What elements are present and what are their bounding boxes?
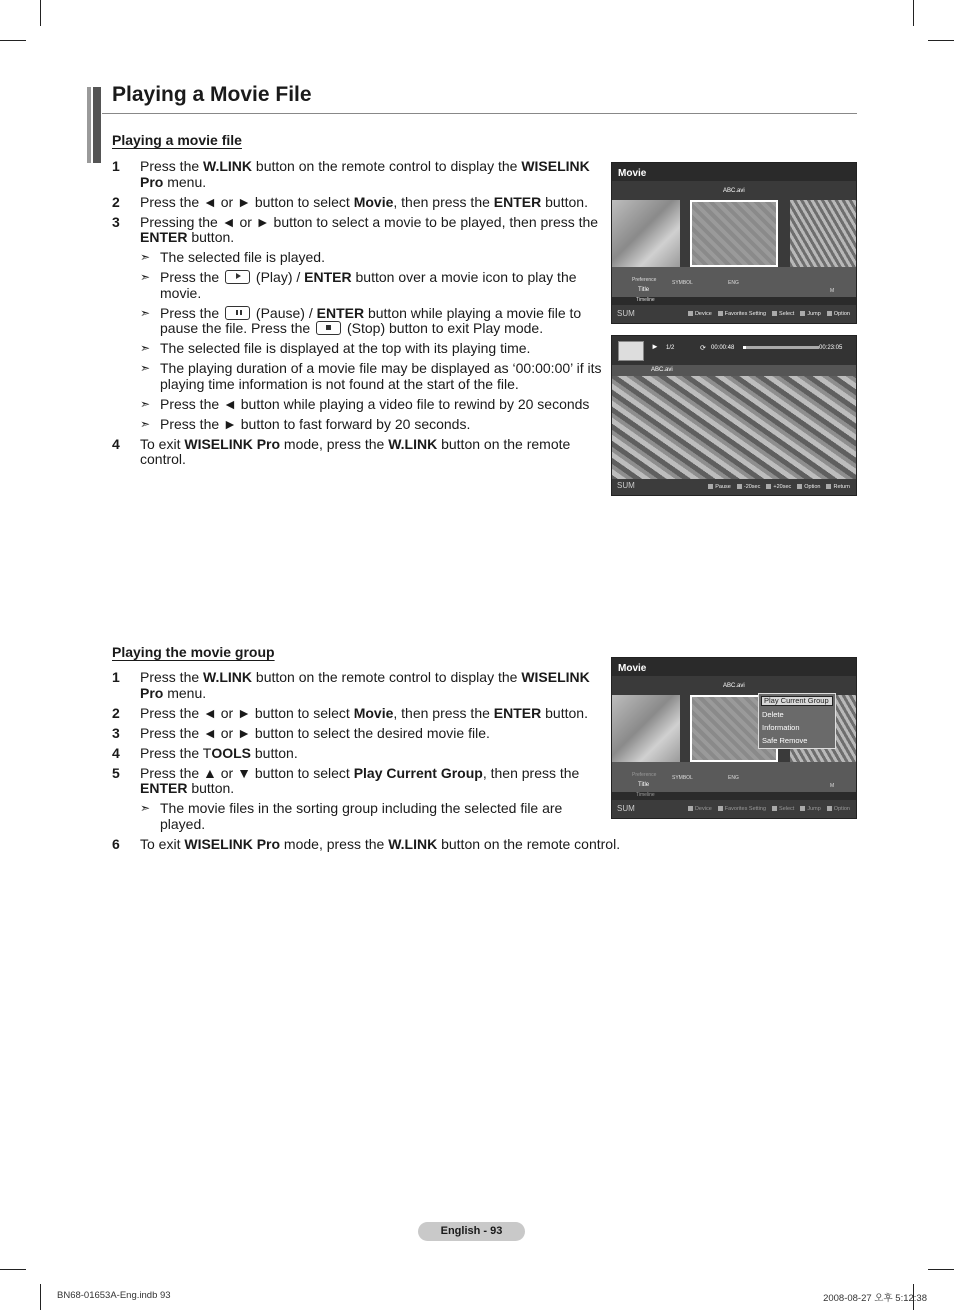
repeat-icon: ⟳	[700, 345, 706, 352]
selected-file-name: ABC.avi	[723, 683, 745, 689]
note-arrow-icon: ➣	[140, 250, 151, 264]
menu-item-delete[interactable]: Delete	[762, 710, 784, 719]
note-arrow-icon: ➣	[140, 801, 151, 815]
movie-thumbnail-selected	[690, 200, 778, 267]
footer-timestamp: 2008-08-27 오후 5:12:38	[823, 1293, 927, 1304]
play-state-icon: ►	[651, 342, 659, 351]
movie-file-icon	[618, 341, 644, 361]
play-button-icon	[225, 270, 250, 284]
screenshot-movie-browser	[611, 162, 857, 324]
playback-progress-fill	[743, 346, 746, 349]
steps-playing-movie-group	[112, 670, 642, 857]
section-heading-playing-movie-file: Playing a movie file	[112, 132, 242, 148]
crop-mark	[928, 40, 954, 41]
note-file-played: ➣ The selected file is played.	[140, 249, 325, 265]
crop-mark	[913, 0, 914, 26]
note-arrow-icon: ➣	[140, 416, 151, 431]
movie-thumbnail	[612, 695, 680, 762]
title-accent-bar	[87, 87, 101, 163]
screen-footer: SUM Pause -20sec +20sec Option Return	[612, 479, 856, 495]
note-playing-time: ➣ The selected file is displayed at the top with its playing time.	[140, 340, 531, 356]
screen-title: Movie	[618, 168, 647, 179]
sort-bar: Preference Title Timeline SYMBOL ENG M	[612, 762, 856, 792]
menu-item-safe-remove[interactable]: Safe Remove	[762, 736, 808, 745]
menu-item-play-current-group[interactable]: Play Current Group	[761, 696, 833, 706]
note-fast-forward: ➣ Press the ► button to fast forward by 20 seconds.	[140, 415, 471, 432]
movie-thumbnail	[612, 200, 680, 267]
pause-button-icon	[225, 306, 250, 320]
page-title: Playing a Movie File	[112, 83, 312, 106]
page-number: English - 93	[418, 1222, 525, 1241]
crop-mark	[928, 1269, 954, 1270]
section-heading-playing-movie-group: Playing the movie group	[112, 644, 275, 660]
note-arrow-icon: ➣	[140, 396, 151, 411]
step-4: 4 Press the TOOLS button.	[112, 744, 298, 761]
crop-mark	[0, 1269, 26, 1270]
note-arrow-icon: ➣	[140, 361, 151, 375]
note-arrow-icon: ➣	[140, 341, 151, 355]
step-2: 2 Press the ◄ or ► button to select Movie, then press the ENTER button.	[112, 704, 588, 721]
playback-info-bar: ► 1/2 ⟳ 00:00:48 00:23:05 ABC.avi	[612, 336, 856, 376]
note-arrow-icon: ➣	[140, 270, 151, 284]
screen-footer: SUM Device Favorites Setting Select Jump Option	[612, 305, 856, 323]
screen-title: Movie	[618, 663, 647, 674]
crop-mark	[40, 0, 41, 26]
step-2: 2 Press the ◄ or ► button to select Movie, then press the ENTER button.	[112, 193, 588, 210]
note-pause-button: ➣ Press the (Pause) / ENTER button while playing a movie file to pause the file. Press the (Stop) button to exit Play mode.	[140, 304, 582, 336]
step-5: 5 Press the ▲ or ▼ button to select Play Current Group, then press the ENTER button.	[112, 764, 580, 796]
tools-menu	[758, 693, 836, 749]
movie-thumbnail	[790, 200, 857, 267]
note-play-button: ➣ Press the (Play) / ENTER button over a movie icon to play the movie.	[140, 269, 577, 301]
menu-item-information[interactable]: Information	[762, 723, 800, 732]
note-rewind: ➣ Press the ◄ button while playing a video file to rewind by 20 seconds	[140, 395, 590, 412]
stop-button-icon	[316, 321, 341, 335]
note-duration-format: ➣ The playing duration of a movie file may be displayed as ‘00:00:00’ if its playing time information is not found at the start of the file.	[140, 360, 602, 392]
note-arrow-icon: ➣	[140, 305, 151, 320]
sort-bar: Preference Title Timeline SYMBOL ENG M	[612, 267, 856, 297]
crop-mark	[40, 1284, 41, 1310]
playback-progress-bar	[743, 346, 819, 349]
crop-mark	[0, 40, 26, 41]
step-3: 3 Press the ◄ or ► button to select the desired movie file.	[112, 724, 490, 741]
footer-file-info: BN68-01653A-Eng.indb 93	[57, 1290, 171, 1301]
screenshot-movie-playback	[611, 335, 857, 496]
step-6: 6 To exit WISELINK Pro mode, press the W.LINK button on the remote control.	[112, 835, 621, 852]
step-4: 4 To exit WISELINK Pro mode, press the W.LINK button on the remote control.	[112, 435, 571, 467]
screen-footer: SUM Device Favorites Setting Select Jump Option	[612, 800, 856, 818]
selected-file-name: ABC.avi	[723, 188, 745, 194]
step-1: 1 Press the W.LINK button on the remote control to display the WISELINK Pro menu.	[112, 158, 590, 190]
note-group-played: ➣ The movie files in the sorting group including the selected file are played.	[140, 800, 563, 832]
step-3: 3 Pressing the ◄ or ► button to select a movie to be played, then press the ENTER button.	[112, 213, 599, 245]
video-frame	[612, 376, 856, 481]
step-1: 1 Press the W.LINK button on the remote control to display the WISELINK Pro menu.	[112, 669, 590, 701]
screenshot-movie-tools-menu	[611, 657, 857, 819]
steps-playing-movie-file	[112, 159, 602, 472]
title-divider	[102, 113, 857, 114]
